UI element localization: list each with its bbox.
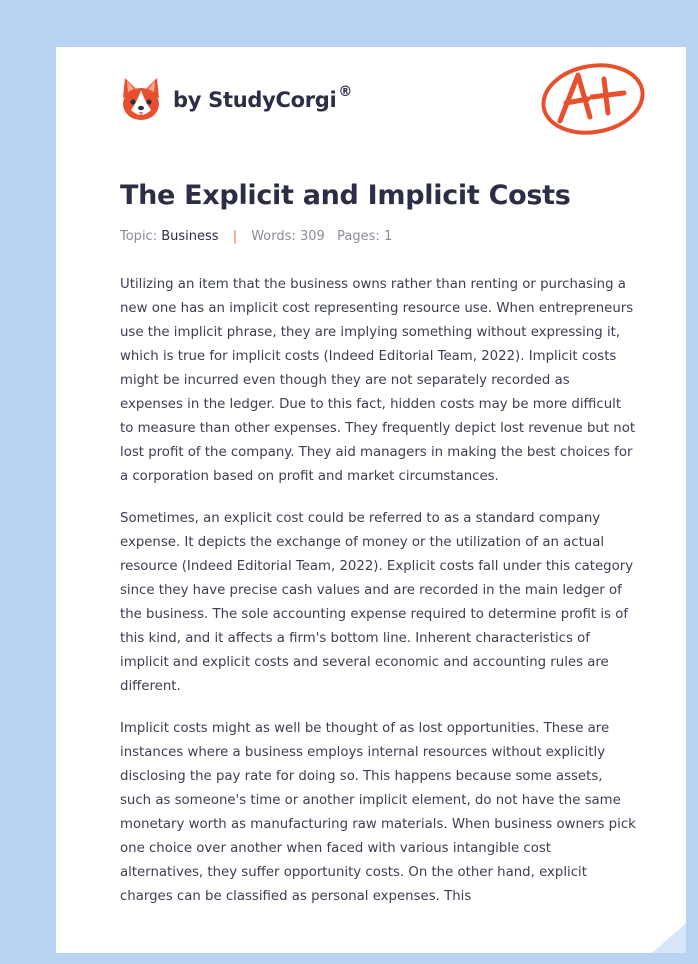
words-label: Words: — [251, 229, 296, 244]
paragraph: Implicit costs might as well be thought of as lost opportunities. These are instances where a business employs internal resources without explicitly disclosing the pay rate for doing so. This happens because some assets, such as someone's time or another implicit element, do not have the same monetary worth as manufacturing raw materials. When business owners pick one choice over another when faced with various intangible cost alternatives, they suffer opportunity costs. On the other hand, explicit charges can be classified as personal expenses. This — [120, 721, 636, 904]
paragraph: Sometimes, an explicit cost could be referred to as a standard company expense. It depicts the exchange of money or the utilization of an actual resource (Indeed Editorial Team, 2022). Explicit costs fall under this category since they have precise cash values and are recorded in the main ledger of the business. The sole accounting expense required to determine profit is of this kind, and it affects a firm's bottom line. Inherent characteristics of implicit and explicit costs and several economic and accounting rules are different. — [120, 511, 634, 694]
studycorgi-logo[interactable] — [119, 76, 352, 124]
words-value: 309 — [299, 229, 325, 244]
topic-label: Topic: — [120, 229, 158, 244]
page-fold-corner — [652, 923, 686, 953]
document-body — [120, 273, 636, 927]
paragraph: Utilizing an item that the business owns rather than renting or purchasing a new one has an implicit cost representing resource use. When entrepreneurs use the implicit phrase, they are implying something without expressing it, which is true for implicit costs (Indeed Editorial Team, 2022). Implicit costs might be incurred even though they are not separately recorded as expenses in the ledger. Due to this fact, hidden costs may be more difficult to measure than other expenses. They frequently depict lost revenue but not lost profit of the company. They aid managers in making the best choices for a corporation based on profit and market circumstances. — [120, 277, 636, 484]
pages-label: Pages: — [337, 229, 380, 244]
topic-link[interactable]: Business — [161, 229, 219, 244]
registered-mark: ® — [338, 84, 353, 100]
meta-separator: | — [232, 229, 238, 244]
corgi-icon — [119, 76, 163, 124]
document-page — [56, 47, 686, 953]
page-title: The Explicit and Implicit Costs — [120, 180, 571, 211]
brand-name: by StudyCorgi ® — [173, 84, 353, 112]
pages-value: 1 — [383, 229, 393, 244]
a-plus-stamp-icon — [538, 59, 648, 139]
document-meta — [120, 229, 392, 244]
